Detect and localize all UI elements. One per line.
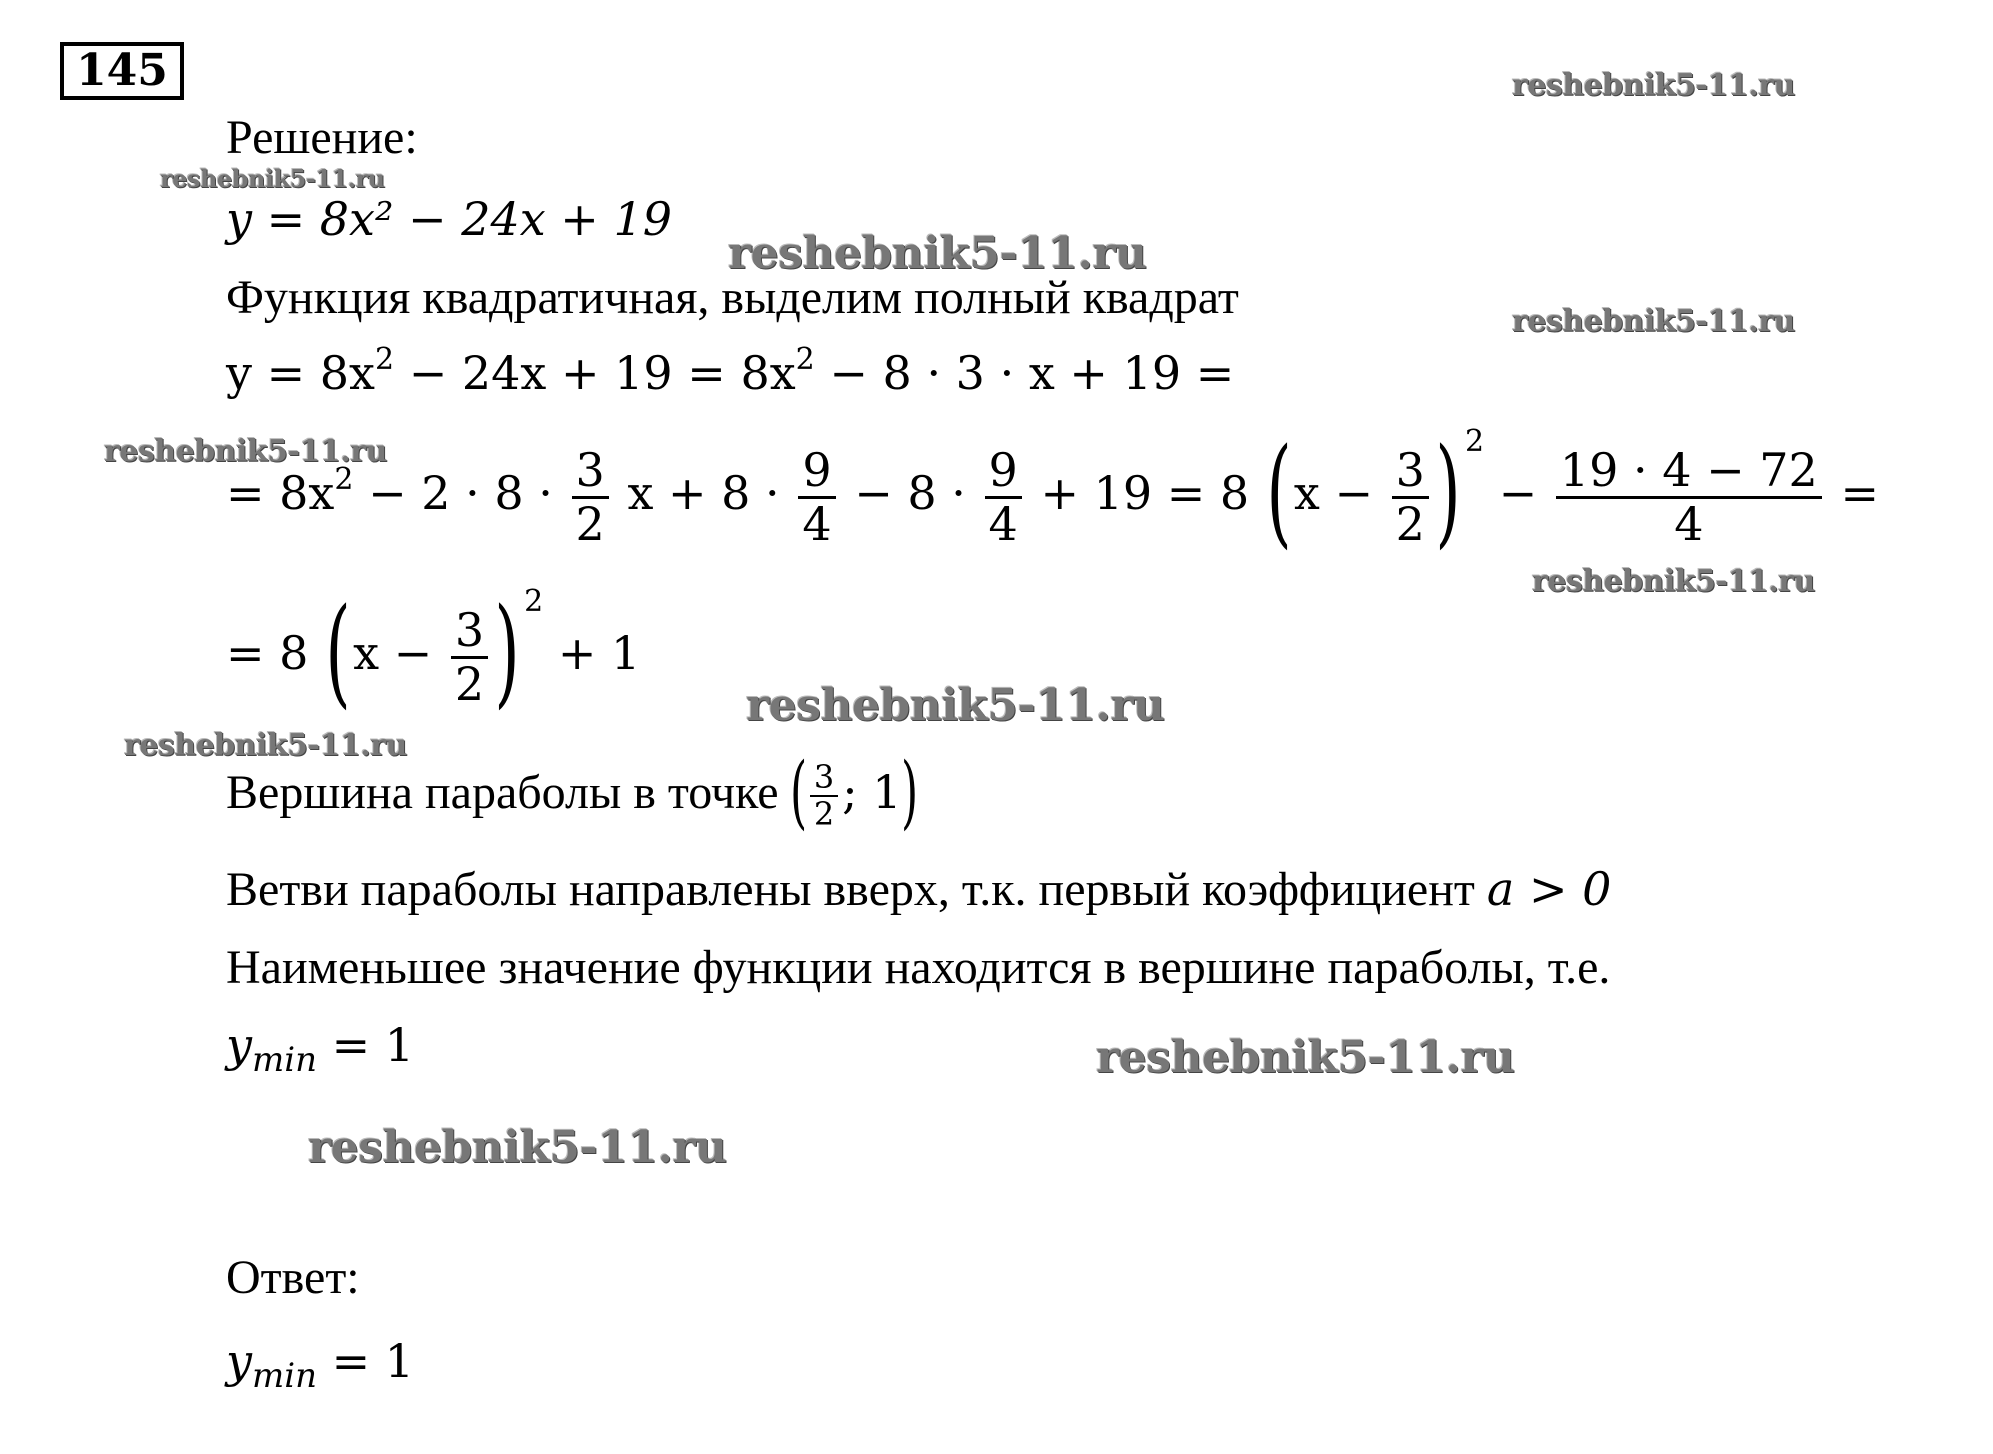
watermark: reshebnik5-11.ru bbox=[728, 228, 1147, 279]
ymin-result: $y_{min} = 1$ bbox=[226, 1018, 415, 1080]
quadratic-note: Функция квадратичная, выделим полный квадрат bbox=[226, 271, 1239, 324]
solution-label: Решение: bbox=[226, 111, 418, 164]
step-3: = 8 (x − $\frac{3}{2}$ ) $^2$ + 1 bbox=[226, 582, 641, 720]
problem-number: 145 bbox=[60, 42, 184, 100]
min-note: Наименьшее значение функции находится в вершине параболы, т.е. bbox=[226, 941, 1611, 994]
function-equation bbox=[226, 192, 672, 246]
watermark: reshebnik5-11.ru bbox=[160, 164, 385, 193]
step-1: $y = 8x^2 - 24x + 19 = 8x^2 - 8 \cdot 3 \cdot x + 19$ = bbox=[226, 342, 1235, 400]
watermark: reshebnik5-11.ru bbox=[1512, 304, 1795, 339]
vertex-line bbox=[226, 745, 918, 838]
watermark: reshebnik5-11.ru bbox=[1096, 1032, 1515, 1083]
watermark: reshebnik5-11.ru bbox=[104, 434, 387, 469]
watermark: reshebnik5-11.ru bbox=[1512, 68, 1795, 103]
answer-label: Ответ: bbox=[226, 1251, 360, 1304]
branches-note: Ветви параболы направлены вверх, т.к. первый коэффициент a > 0 bbox=[226, 862, 1612, 916]
watermark: reshebnik5-11.ru bbox=[1532, 564, 1815, 599]
vertex-prefix: Вершина параболы в точке bbox=[226, 766, 779, 819]
branches-condition: a > 0 bbox=[1486, 862, 1612, 916]
equation-text: y = 8x² − 24x + 19 bbox=[226, 192, 673, 246]
vertex-point: ( $\frac{3}{2}$ ; 1) bbox=[789, 745, 918, 838]
watermark: reshebnik5-11.ru bbox=[746, 680, 1165, 731]
step-2: = $8x^2 - 2 \cdot 8$ · $\frac{3}{2}$ x + 8 · $\frac{9}{4}$ − 8 · $\frac{9}{4}$ + 19 = 8 (x − $\frac{3}{2}$ ) $^2$ − $\frac{19 \cdot 4 - 72}{4}$ = bbox=[226, 422, 1879, 560]
watermark: reshebnik5-11.ru bbox=[308, 1122, 727, 1173]
watermark: reshebnik5-11.ru bbox=[124, 728, 407, 763]
answer-value: $y_{min} = 1$ bbox=[226, 1334, 415, 1396]
